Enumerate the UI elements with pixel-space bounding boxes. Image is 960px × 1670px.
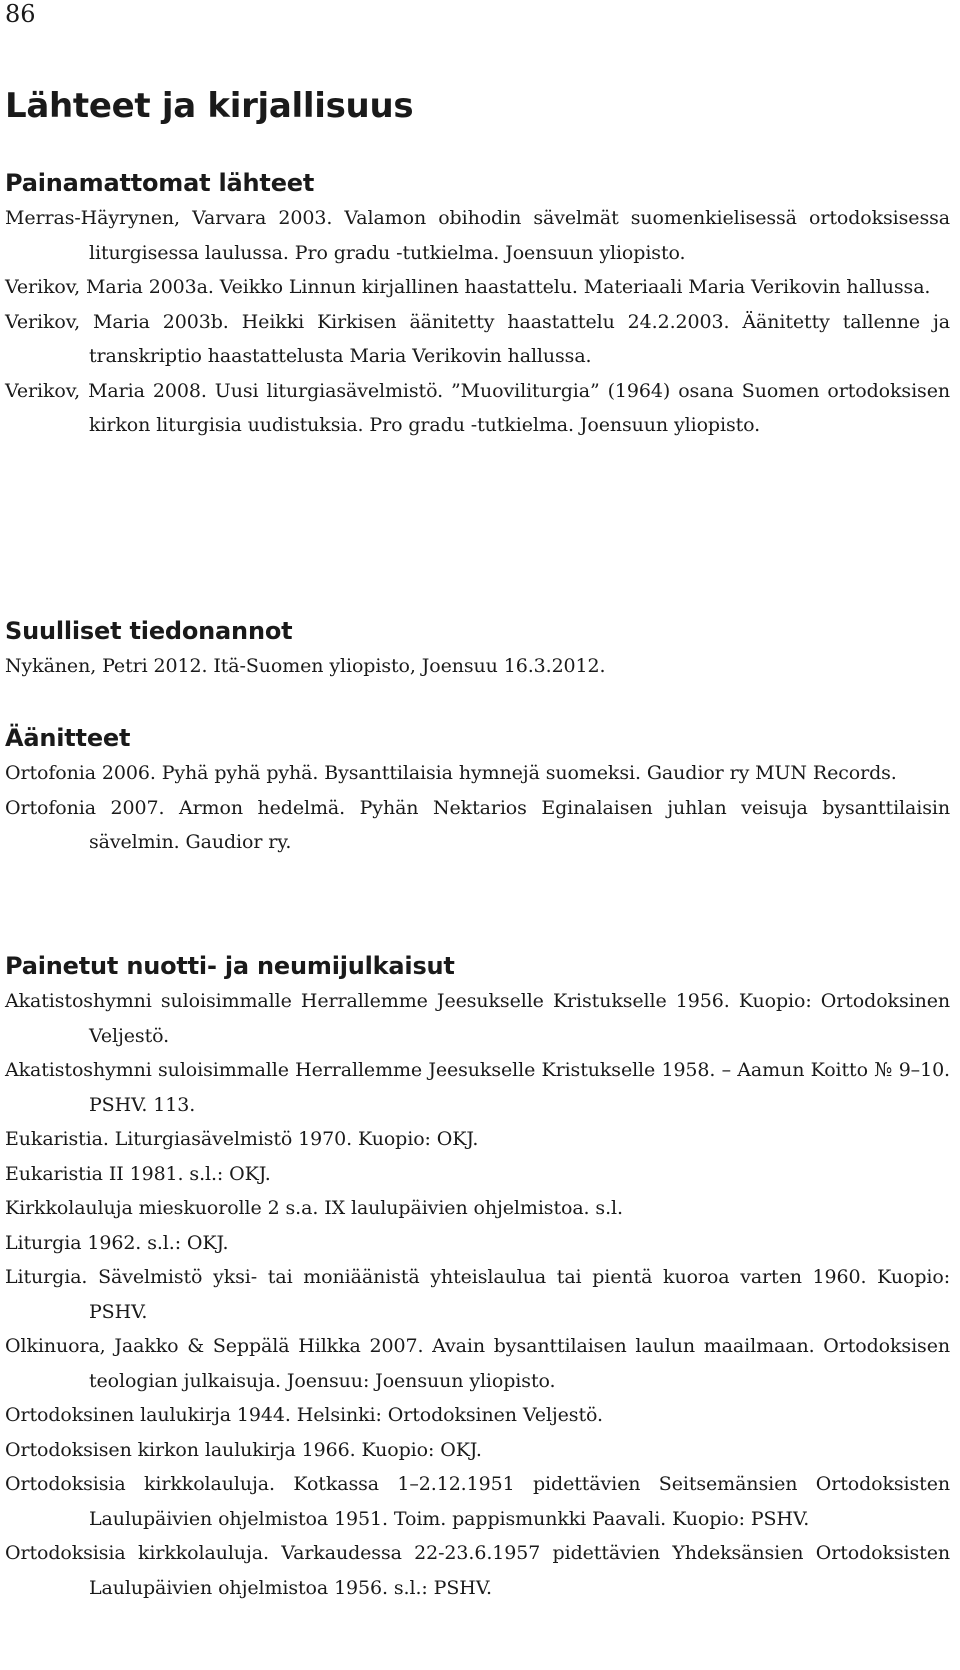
reference-entry: Ortodoksinen laulukirja 1944. Helsinki: Ortodoksinen Veljestö. (5, 1404, 603, 1426)
section-heading: Äänitteet (5, 724, 131, 752)
section-recordings (5, 720, 950, 860)
page-number: 86 (5, 0, 36, 28)
section-heading: Suulliset tiedonannot (5, 617, 293, 645)
section-printed-music (5, 948, 950, 1605)
reference-entry: Ortofonia 2006. Pyhä pyhä pyhä. Bysanttilaisia hymnejä suomeksi. Gaudior ry MUN Records. (5, 762, 897, 784)
reference-entry: Liturgia. Sävelmistö yksi- tai moniäänistä yhteislaulua tai pientä kuoroa varten 1960. Kuopio: PSHV. (5, 1266, 950, 1323)
reference-entry: Kirkkolauluja mieskuorolle 2 s.a. IX laulupäivien ohjelmistoa. s.l. (5, 1197, 623, 1219)
reference-entry: Ortodoksisia kirkkolauluja. Kotkassa 1–2.12.1951 pidettävien Seitsemänsien Ortodoksisten Laulupäivien ohjelmistoa 1951. Toim. pappismunkki Paavali. Kuopio: PSHV. (5, 1473, 950, 1530)
reference-entry: Ortodoksisen kirkon laulukirja 1966. Kuopio: OKJ. (5, 1438, 482, 1461)
reference-entry: Liturgia 1962. s.l.: OKJ. (5, 1231, 229, 1254)
section-oral-communications (5, 613, 950, 684)
section-heading: Painamattomat lähteet (5, 169, 315, 197)
reference-entry: Akatistoshymni suloisimmalle Herrallemme Jeesukselle Kristukselle 1956. Kuopio: Ortodoksinen Veljestö. (5, 990, 950, 1047)
reference-entry: Merras-Häyrynen, Varvara 2003. Valamon obihodin sävelmät suomenkielisessä ortodoksisessa liturgisessa laulussa. Pro gradu -tutkielma. Joensuun yliopisto. (5, 207, 950, 264)
reference-list (5, 984, 950, 1605)
reference-entry: Eukaristia II 1981. s.l.: OKJ. (5, 1162, 271, 1185)
reference-entry: Verikov, Maria 2003b. Heikki Kirkisen äänitetty haastattelu 24.2.2003. Äänitetty tallenne ja transkriptio haastattelusta Maria Verikovin hallussa. (5, 310, 950, 367)
reference-entry: Nykänen, Petri 2012. Itä-Suomen yliopisto, Joensuu 16.3.2012. (5, 655, 606, 677)
reference-entry: Olkinuora, Jaakko & Seppälä Hilkka 2007. Avain bysanttilaisen laulun maailmaan. Ortodoksisen teologian julkaisuja. Joensuu: Joensuun yliopisto. (5, 1335, 950, 1392)
reference-entry: Eukaristia. Liturgiasävelmistö 1970. Kuopio: OKJ. (5, 1128, 479, 1150)
section-unprinted-sources (5, 165, 950, 443)
reference-entry: Verikov, Maria 2008. Uusi liturgiasävelmistö. ”Muoviliturgia” (1964) osana Suomen ortodoksisen kirkon liturgisia uudistuksia. Pro gradu -tutkielma. Joensuun yliopisto. (5, 379, 950, 436)
reference-entry: Akatistoshymni suloisimmalle Herrallemme Jeesukselle Kristukselle 1958. – Aamun Koitto № 9–10. PSHV. 113. (5, 1059, 950, 1116)
reference-entry: Ortodoksisia kirkkolauluja. Varkaudessa 22-23.6.1957 pidettävien Yhdeksänsien Ortodoksisten Laulupäivien ohjelmistoa 1956. s.l.: PSHV. (5, 1542, 950, 1599)
page-title: Lähteet ja kirjallisuus (5, 86, 414, 126)
reference-entry: Verikov, Maria 2003a. Veikko Linnun kirjallinen haastattelu. Materiaali Maria Verikovin hallussa. (5, 276, 931, 298)
section-heading: Painetut nuotti- ja neumijulkaisut (5, 952, 455, 980)
reference-list (5, 649, 950, 684)
reference-list (5, 201, 950, 443)
reference-entry: Ortofonia 2007. Armon hedelmä. Pyhän Nektarios Eginalaisen juhlan veisuja bysanttilaisin sävelmin. Gaudior ry. (5, 796, 950, 853)
reference-list (5, 756, 950, 860)
